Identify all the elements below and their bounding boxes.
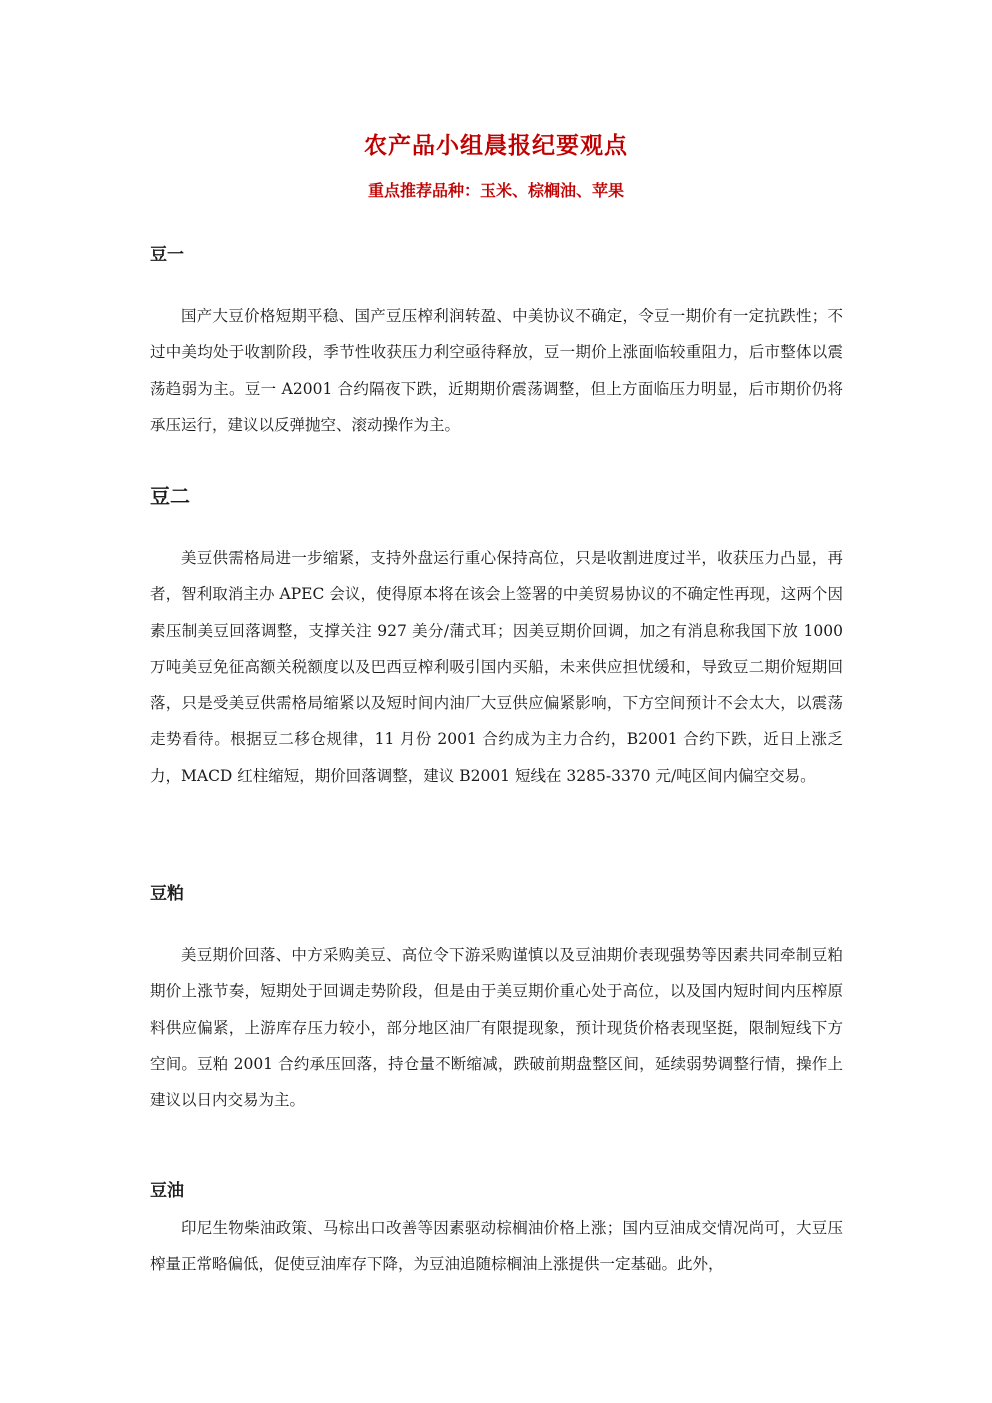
document-title: 农产品小组晨报纪要观点 (364, 133, 628, 159)
section-heading-soybean-2: 豆二 (150, 484, 190, 508)
section-heading-soybean-oil: 豆油 (150, 1181, 184, 1201)
recommended-varieties-subtitle: 重点推荐品种：玉米、棕榈油、苹果 (367, 181, 624, 200)
section-body-soybean-oil: 印尼生物柴油政策、马棕出口改善等因素驱动棕榈油价格上涨；国内豆油成交情况尚可，大豆压榨量正常略偏低，促使豆油库存下降，为豆油追随棕榈油上涨提供一定基础。此外， (150, 1219, 843, 1274)
section-body-soybean-2: 美豆供需格局进一步缩紧，支持外盘运行重心保持高位，只是收割进度过半，收获压力凸显，再者，智利取消主办 APEC 会议，使得原本将在该会上签署的中美贸易协议的不确定性再现，这两个因素压制美豆回落调整，支撑关注 927 美分/蒲式耳；因美豆期价回调，加之有消息称我国下放 1000 万吨美豆免征高额关税额度以及巴西豆榨利吸引国内买船，未来供应担忧缓和，导致豆二期价短期回落，只是受美豆供需格局缩紧以及短时间内油厂大豆供应偏紧影响，下方空间预计不会太大，以震荡走势看待。根据豆二移仓规律，11 月份 2001 合约成为主力合约，B2001 合约下跌，近日上涨乏力，MACD 红柱缩短，期价回落调整，建议 B2001 短线在 3285-3370 元/吨区间内偏空交易。 (150, 549, 843, 785)
section-body-soybean-meal: 美豆期价回落、中方采购美豆、高位令下游采购谨慎以及豆油期价表现强势等因素共同牵制豆粕期价上涨节奏，短期处于回调走势阶段，但是由于美豆期价重心处于高位，以及国内短时间内压榨原料供应偏紧，上游库存压力较小，部分地区油厂有限提现象，预计现货价格表现坚挺，限制短线下方空间。豆粕 2001 合约承压回落，持仓量不断缩减，跌破前期盘整区间，延续弱势调整行情，操作上建议以日内交易为主。 (150, 946, 843, 1110)
section-body-soybean-1: 国产大豆价格短期平稳、国产豆压榨利润转盈、中美协议不确定，令豆一期价有一定抗跌性；不过中美均处于收割阶段，季节性收获压力利空亟待释放，豆一期价上涨面临较重阻力，后市整体以震荡趋弱为主。豆一 A2001 合约隔夜下跌，近期期价震荡调整，但上方面临压力明显，后市期价仍将承压运行，建议以反弹抛空、滚动操作为主。 (150, 307, 843, 434)
section-heading-soybean-meal: 豆粕 (150, 884, 184, 904)
section-heading-soybean-1: 豆一 (150, 245, 184, 265)
